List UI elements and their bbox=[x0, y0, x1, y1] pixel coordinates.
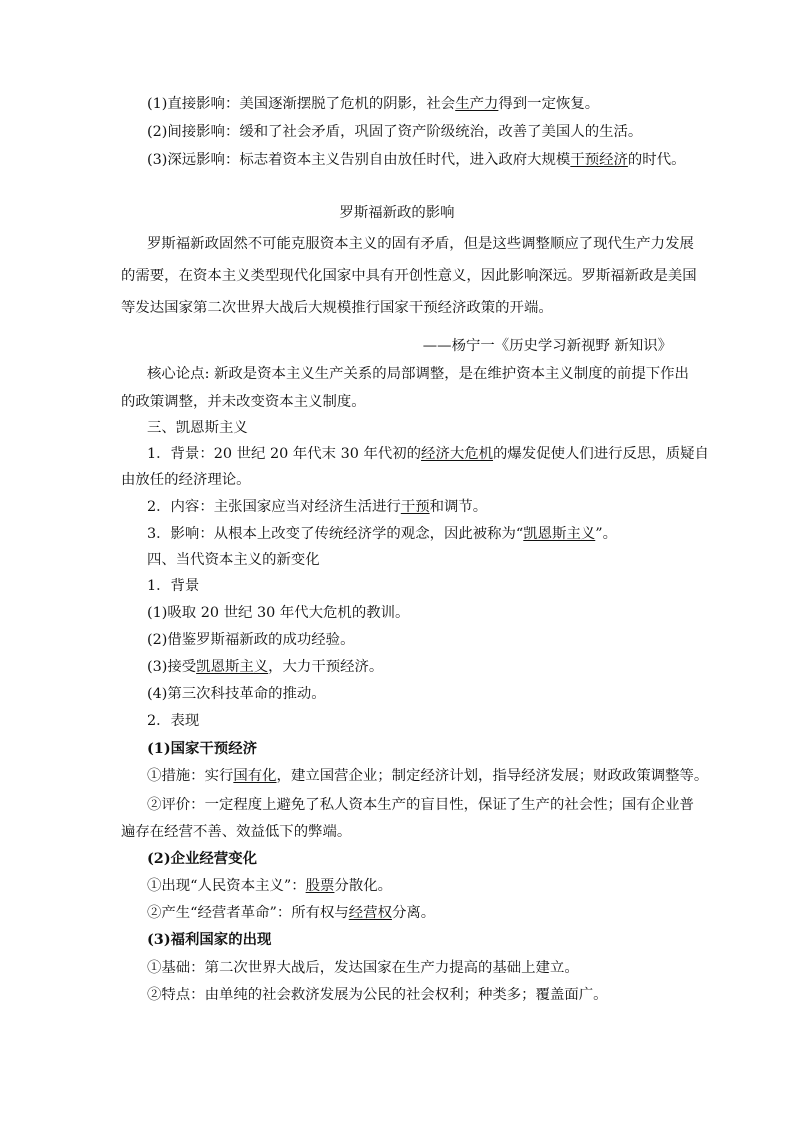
quote-title: 罗斯福新政的影响 bbox=[339, 205, 455, 221]
section-three-heading: 三、凯恩斯主义 bbox=[147, 420, 248, 436]
state-intervention-heading: (1)国家干预经济 bbox=[147, 740, 257, 757]
keyword-keynesianism-2: 凯恩斯主义 bbox=[196, 659, 269, 675]
welfare-state-heading: (3)福利国家的出现 bbox=[147, 931, 272, 948]
quote-paragraph-line-2: 的需要，在资本主义类型现代化国家中具有开创性意义，因此影响深远。罗斯福新政是美国 bbox=[121, 268, 697, 284]
measures-line: ①措施：实行国有化，建立国营企业；制定经济计划，指导经济发展；财政政策调整等。 bbox=[147, 768, 709, 784]
background-heading: 1．背景 bbox=[147, 578, 200, 594]
evaluation-line-1: ②评价：一定程度上避免了私人资本生产的盲目性，保证了生产的社会性；国有企业普 bbox=[147, 797, 694, 813]
profound-impact-line: (3)深远影响：标志着资本主义告别自由放任时代，进入政府大规模干预经济的时代。 bbox=[147, 152, 686, 168]
quote-source: ——杨宁一《历史学习新视野 新知识》 bbox=[422, 338, 672, 354]
keyword-nationalization: 国有化 bbox=[233, 768, 277, 784]
keyword-management-rights: 经营权 bbox=[348, 905, 392, 921]
performance-heading: 2．表现 bbox=[147, 713, 200, 729]
keynes-background-line: 1．背景：20 世纪 20 年代末 30 年代初的经济大危机的爆发促使人们进行反思，质疑自 bbox=[147, 446, 709, 462]
background-item-2: (2)借鉴罗斯福新政的成功经验。 bbox=[147, 632, 355, 648]
quote-paragraph-line-3: 等发达国家第二次世界大战后大规模推行国家干预经济政策的开端。 bbox=[121, 300, 553, 316]
keyword-productivity: 生产力 bbox=[455, 96, 499, 112]
core-point-line-2: 的政策调整，并未改变资本主义制度。 bbox=[121, 394, 366, 410]
indirect-impact-line: (2)间接影响：缓和了社会矛盾，巩固了资产阶级统治，改善了美国人的生活。 bbox=[147, 124, 643, 140]
keyword-stocks: 股票 bbox=[305, 878, 335, 894]
keyword-intervene: 干预 bbox=[400, 499, 430, 515]
managerial-revolution-line: ②产生“经营者革命”：所有权与经营权分离。 bbox=[147, 905, 436, 921]
evaluation-line-2: 遍存在经营不善、效益低下的弊端。 bbox=[121, 824, 352, 840]
keyword-great-depression: 经济大危机 bbox=[421, 446, 494, 462]
peoples-capitalism-line: ①出现“人民资本主义”：股票分散化。 bbox=[147, 878, 392, 894]
enterprise-change-heading: (2)企业经营变化 bbox=[147, 850, 257, 867]
keynes-background-cont: 由放任的经济理论。 bbox=[121, 472, 251, 488]
keyword-keynesianism: 凯恩斯主义 bbox=[523, 526, 596, 542]
welfare-basis-line: ①基础：第二次世界大战后，发达国家在生产力提高的基础上建立。 bbox=[147, 960, 579, 976]
core-point-line-1: 核心论点: 新政是资本主义生产关系的局部调整，是在维护资本主义制度的前提下作出 bbox=[147, 366, 689, 382]
quote-paragraph-line-1: 罗斯福新政固然不可能克服资本主义的固有矛盾，但是这些调整顺应了现代生产力发展 bbox=[147, 236, 694, 252]
keynes-content-line: 2．内容：主张国家应当对经济生活进行干预和调节。 bbox=[147, 499, 488, 515]
section-four-heading: 四、当代资本主义的新变化 bbox=[147, 552, 320, 568]
direct-impact-line: (1)直接影响：美国逐渐摆脱了危机的阴影，社会生产力得到一定恢复。 bbox=[147, 96, 600, 112]
background-item-3: (3)接受凯恩斯主义，大力干预经济。 bbox=[147, 659, 384, 675]
background-item-1: (1)吸取 20 世纪 30 年代大危机的教训。 bbox=[147, 605, 410, 621]
welfare-features-line: ②特点：由单纯的社会救济发展为公民的社会权利；种类多；覆盖面广。 bbox=[147, 987, 608, 1003]
background-item-4: (4)第三次科技革命的推动。 bbox=[147, 686, 326, 702]
keyword-intervention: 干预经济 bbox=[570, 152, 628, 168]
keynes-impact-line: 3．影响：从根本上改变了传统经济学的观念，因此被称为“凯恩斯主义”。 bbox=[147, 526, 617, 542]
